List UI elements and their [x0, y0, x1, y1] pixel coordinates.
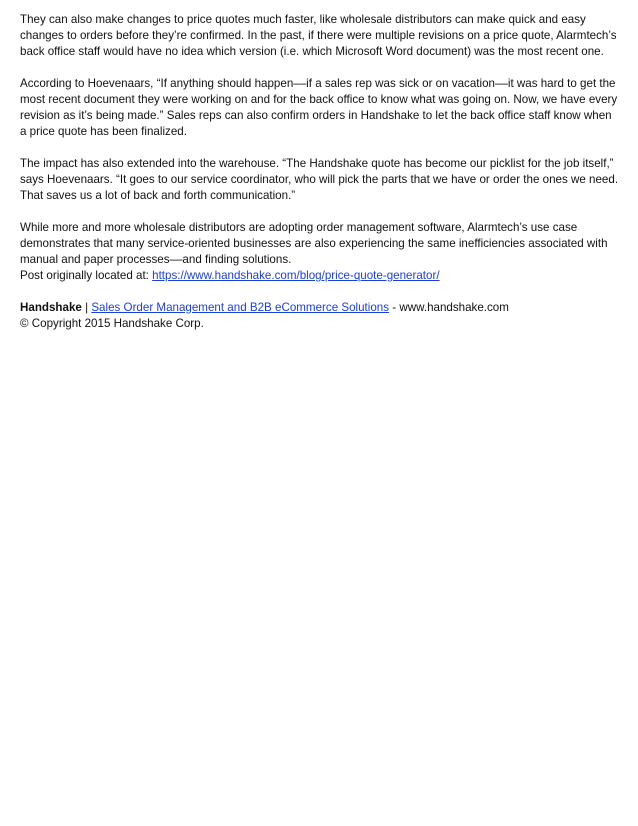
- post-source-prefix: Post originally located at:: [20, 269, 153, 282]
- footer-website: - www.handshake.com: [389, 301, 509, 314]
- paragraph-price-quotes: They can also make changes to price quotes much faster, like wholesale distributors can make quick and easy changes to orders before they’re confirmed. In the past, if there were multiple revisions on a price quote, Alarmtech’s back office staff would have no idea which version (i.e. which Microsoft Word document) was the most recent one.: [20, 13, 617, 58]
- post-source-link[interactable]: https://www.handshake.com/blog/price-quote-generator/: [152, 269, 440, 282]
- post-source-line: [20, 268, 620, 284]
- footer-brand: Handshake: [20, 301, 82, 314]
- document-page: [20, 12, 620, 332]
- paragraph-hoevenaars-quote: According to Hoevenaars, “If anything should happen––if a sales rep was sick or on vacation––it was hard to get the most recent document they were working on and for the back office to know what was going on. Now, we have every revision as it’s being made.” Sales reps can also confirm orders in Handshake to let the back office staff know when a price quote has been finalized.: [20, 77, 618, 138]
- footer-solutions-link[interactable]: Sales Order Management and B2B eCommerce Solutions: [91, 301, 390, 314]
- paragraph-warehouse-impact: The impact has also extended into the warehouse. “The Handshake quote has become our picklist for the job itself,” says Hoevenaars. “It goes to our service coordinator, who will pick the parts that we have or order the ones we need. That saves us a lot of back and forth communication.”: [20, 157, 619, 202]
- footer-brand-line: [20, 300, 620, 316]
- footer-copyright: © Copyright 2015 Handshake Corp.: [20, 317, 204, 330]
- footer-separator: |: [81, 301, 92, 314]
- paragraph-conclusion: While more and more wholesale distributors are adopting order management software, Alarmtech’s use case demonstrates that many service-oriented businesses are also experiencing the same inefficiencies associated with manual and paper processes––and finding solutions.: [20, 221, 608, 266]
